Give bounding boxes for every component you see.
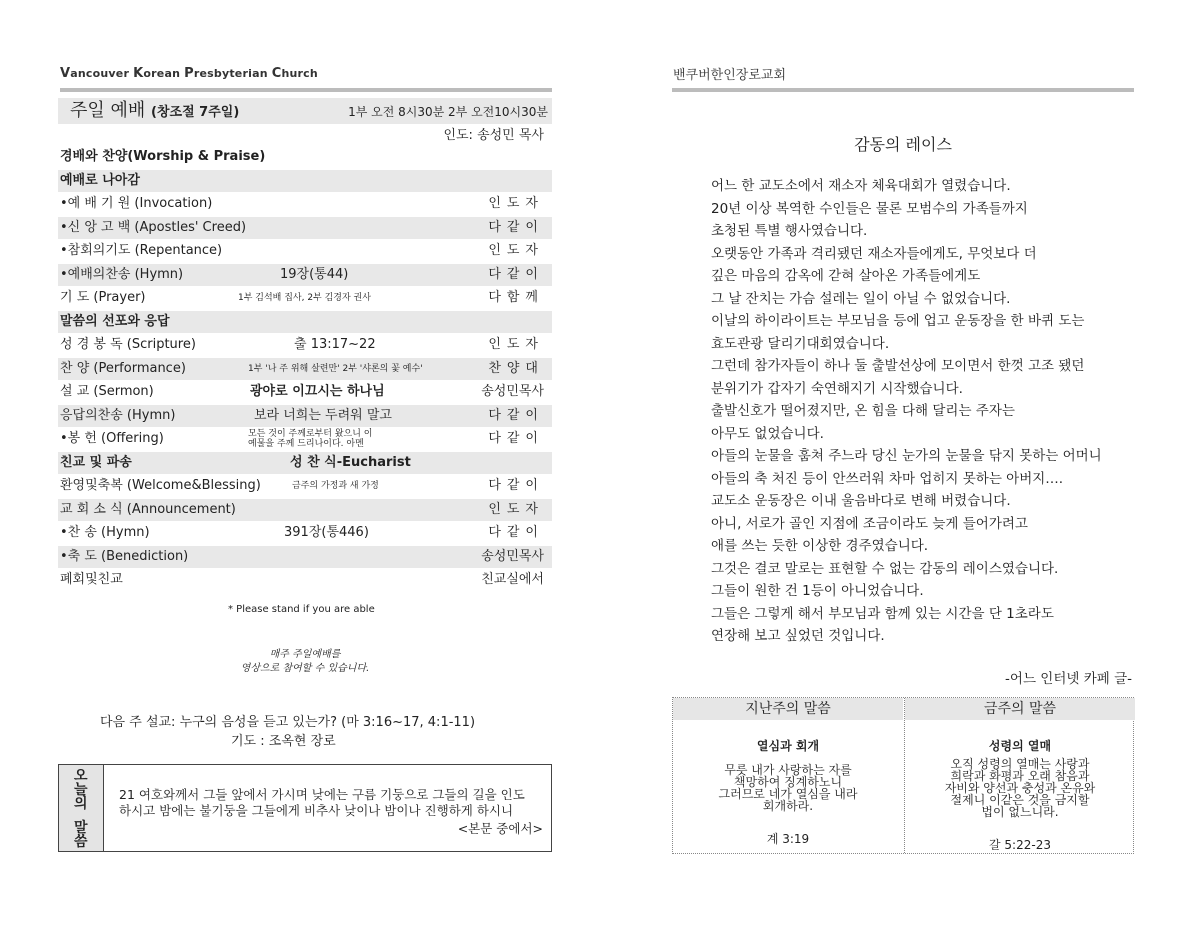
order-section-label: 친교 및 파송 [60, 454, 132, 470]
order-item-label: 기 도 (Prayer) [60, 290, 146, 305]
essay-line: 효도관광 달리기대회였습니다. [711, 335, 890, 352]
church-name-ko: 밴쿠버한인장로교회 [673, 68, 787, 83]
order-item-label: •봉 헌 (Offering) [60, 431, 164, 446]
order-row [58, 452, 552, 474]
essay-line: 깊은 마음의 감옥에 갇혀 살아온 가족들에게도 [711, 268, 981, 284]
today-word-text: 21 여호와께서 그들 앞에서 가시며 낮에는 구름 기둥으로 그들의 길을 인도하시고 밤에는 불기둥을 그들에게 비추사 낮이나 밤이나 진행하게 하시니 [119, 787, 525, 818]
today-word-source: <본문 중에서> [457, 821, 543, 836]
cap-c: C [271, 66, 282, 81]
order-row [58, 381, 552, 403]
essay-line: 아들의 축 처진 등이 안쓰러워 차마 업히지 못하는 아버지…. [711, 470, 1064, 487]
order-item-label: 성 경 봉 독 (Scripture) [60, 337, 196, 352]
this-week-verse-title: 성령의 열매 [988, 739, 1052, 753]
order-item-label: 폐회및친교 [60, 572, 123, 587]
last-week-verse-ref: 계 3:19 [766, 832, 810, 846]
order-item-leader: 송성민목사 [481, 384, 544, 399]
cap-k: K [133, 66, 144, 81]
essay-line: 이날의 하이라이트는 부모님을 등에 업고 운동장을 한 바퀴 도는 [711, 313, 1085, 329]
order-item-detail: 금주의 가정과 새 가정 [292, 481, 379, 491]
order-item-label: 교 회 소 식 (Announcement) [60, 501, 236, 517]
word-ancouver: ancouver [70, 67, 134, 80]
this-week-verse [904, 698, 1135, 853]
essay-line: 아니, 서로가 골인 지점에 조금이라도 늦게 들어가려고 [711, 515, 1028, 532]
order-item-leader: 송성민목사 [481, 548, 544, 564]
order-item-detail: 출 13:17~22 [294, 337, 376, 352]
this-week-verse-ref: 갈 5:22-23 [989, 838, 1051, 852]
essay-line: 초청된 특별 행사였습니다. [711, 223, 868, 239]
today-word-label [59, 765, 104, 851]
order-row [58, 405, 552, 427]
order-row [58, 499, 552, 521]
order-item-leader: 다같이 [488, 219, 544, 235]
order-row [58, 334, 552, 356]
order-item-detail: 391장(통446) [284, 525, 369, 540]
order-row [58, 358, 552, 380]
essay-line: 아들의 눈물을 훔쳐 주느라 당신 눈가의 눈물을 닦지 못하는 어머니 [711, 448, 1102, 464]
last-week-verse-body [693, 764, 883, 812]
order-row [58, 546, 552, 568]
essay-line: 오랫동안 가족과 격리됐던 재소자들에게도, 무엇보다 더 [711, 245, 1037, 262]
next-week-sermon: 다음 주 설교: 누구의 음성을 듣고 있는가? (마 3:16~17, 4:1-11) [100, 715, 476, 730]
service-title-text: 주일 예배 [70, 100, 146, 121]
order-row [58, 170, 552, 192]
essay-title: 감동의 레이스 [854, 135, 952, 154]
header-rule [60, 88, 552, 92]
order-item-label: •예배의찬송 (Hymn) [60, 266, 184, 282]
order-item-leader: 인도자 [488, 196, 544, 211]
header-rule-right [672, 88, 1134, 92]
order-row [58, 264, 552, 286]
essay-line: 출발신호가 떨어졌지만, 온 힘을 다해 달리는 주자는 [711, 403, 1015, 419]
verse-line: 책망하여 징계하노니 [733, 775, 843, 789]
order-row [58, 193, 552, 215]
order-item-detail: 모든 것이 주께로부터 왔으니 이 예물을 주께 드리나이다. 아멘 [248, 429, 373, 449]
verse-line: 무릇 내가 사랑하는 자를 [724, 763, 852, 777]
last-week-verse-title: 열심과 회개 [756, 739, 820, 753]
essay-line: 그런데 참가자들이 하나 둘 출발선상에 모이면서 한껏 고조 됐던 [711, 358, 1085, 374]
order-item-leader: 다같이 [488, 266, 544, 282]
next-week-prayer: 기도 : 조옥현 장로 [231, 734, 336, 749]
essay-line: 그 날 잔치는 가슴 설레는 일이 아닐 수 없었습니다. [711, 290, 1011, 307]
word-hurch: hurch [281, 67, 318, 80]
verse-line: 자비와 양선과 충성과 온유와 [944, 781, 1096, 795]
verse-line: 그러므로 네가 열심을 내라 [718, 787, 858, 801]
order-row [58, 240, 552, 262]
essay-line: 연장해 보고 싶었던 것입니다. [711, 628, 885, 644]
order-item-leader: 찬양대 [488, 360, 544, 376]
stand-note: * Please stand if you are able [228, 604, 375, 615]
order-row [58, 146, 552, 168]
online-note-line2: 영상으로 참여할 수 있습니다. [240, 663, 370, 674]
order-item-detail: 성 찬 식-Eucharist [290, 454, 411, 470]
church-name-en [60, 66, 318, 81]
order-item-leader: 인도자 [488, 501, 544, 517]
essay-line: 어느 한 교도소에서 재소자 체육대회가 열렸습니다. [711, 178, 1011, 194]
service-subtitle: (창조절 7주일) [151, 105, 240, 120]
service-title [70, 98, 239, 126]
order-item-label: 설 교 (Sermon) [60, 384, 154, 399]
order-item-label: •축 도 (Benediction) [60, 548, 189, 564]
order-row [58, 287, 552, 309]
order-item-detail: 19장(통44) [280, 266, 349, 282]
word-orean: orean [143, 67, 185, 80]
order-row [58, 569, 552, 591]
verse-line: 법이 없느니라. [981, 805, 1059, 819]
order-item-leader: 다같이 [488, 525, 544, 540]
order-item-detail: 보라 너희는 두려워 말고 [254, 407, 392, 423]
today-word-char: 의 [74, 796, 88, 812]
verse-table [672, 697, 1134, 854]
order-item-detail: 1부 '나 주 위해 살련만' 2부 '샤론의 꽃 예수' [248, 363, 423, 374]
order-item-label: 응답의찬송 (Hymn) [60, 407, 176, 423]
service-times: 1부 오전 8시30분 2부 오전10시30분 [348, 105, 548, 119]
order-item-detail: 광야로 이끄시는 하나님 [250, 384, 385, 399]
essay-line: 그것은 결코 말로는 표현할 수 없는 감동의 레이스였습니다. [711, 560, 1059, 577]
order-item-label: 환영및축복 (Welcome&Blessing) [60, 478, 261, 493]
last-week-verse-header: 지난주의 말씀 [673, 698, 903, 720]
order-row [58, 311, 552, 333]
order-item-leader: 인도자 [488, 243, 544, 258]
service-title-row [58, 98, 552, 124]
cap-v: V [60, 66, 71, 81]
essay-line: 그들이 원한 건 1등이 아니었습니다. [711, 583, 924, 599]
order-section-label: 예배로 나아감 [60, 172, 140, 188]
service-leader: 인도: 송성민 목사 [443, 128, 544, 143]
essay-source: -어느 인터넷 카페 글- [1005, 671, 1132, 687]
order-item-leader: 다같이 [488, 407, 544, 423]
essay-line: 교도소 운동장은 이내 울음바다로 변해 버렸습니다. [711, 493, 1011, 509]
verse-line: 희락과 화평과 오래 참음과 [950, 769, 1090, 783]
order-item-leader: 다같이 [488, 478, 544, 493]
order-row [58, 217, 552, 239]
today-word-box [58, 764, 552, 852]
order-item-label: 찬 양 (Performance) [60, 360, 186, 376]
order-row [58, 428, 552, 450]
worship-order [58, 98, 552, 603]
order-item-leader: 다같이 [488, 431, 544, 446]
essay-line: 분위기가 갑자기 숙연해지기 시작했습니다. [711, 380, 963, 397]
order-item-leader: 친교실에서 [481, 572, 544, 587]
this-week-verse-header: 금주의 말씀 [905, 698, 1135, 720]
verse-line: 회개하라. [762, 799, 814, 813]
order-item-detail: 1부 김석배 집사, 2부 김경자 권사 [238, 293, 371, 303]
verse-line: 오직 성령의 열매는 사랑과 [950, 757, 1090, 771]
order-section-label: 말씀의 선포와 응답 [60, 313, 170, 329]
order-item-label: •참회의기도 (Repentance) [60, 243, 223, 258]
essay-line: 그들은 그렇게 해서 부모님과 함께 있는 시간을 단 1초라도 [711, 605, 1054, 622]
order-item-label: •예 배 기 원 (Invocation) [60, 196, 213, 211]
today-word-char: 오 [74, 768, 88, 784]
order-row [58, 475, 552, 497]
essay-line: 아무도 없었습니다. [711, 425, 824, 442]
today-word-char: 늘 [74, 782, 88, 798]
order-row [58, 522, 552, 544]
online-note-line1: 매주 주일예배를 [269, 649, 341, 660]
order-item-label: •신 앙 고 백 (Apostles' Creed) [60, 219, 247, 235]
order-section-label: 경배와 찬양(Worship & Praise) [60, 149, 266, 164]
word-resbyterian: resbyterian [193, 67, 272, 80]
order-item-leader: 다함께 [488, 290, 544, 305]
cap-p: P [184, 66, 194, 81]
order-item-leader: 인도자 [488, 337, 544, 352]
essay-line: 20년 이상 복역한 수인들은 물론 모범수의 가족들까지 [711, 200, 1028, 217]
today-word-char: 씀 [74, 834, 88, 850]
essay-line: 애를 쓰는 듯한 이상한 경주였습니다. [711, 538, 929, 554]
today-word-char: 말 [74, 820, 88, 836]
last-week-verse [673, 698, 903, 853]
this-week-verse-body [925, 758, 1115, 818]
order-item-label: •찬 송 (Hymn) [60, 525, 150, 540]
verse-line: 절제니 이같은 것을 금지할 [950, 793, 1090, 807]
